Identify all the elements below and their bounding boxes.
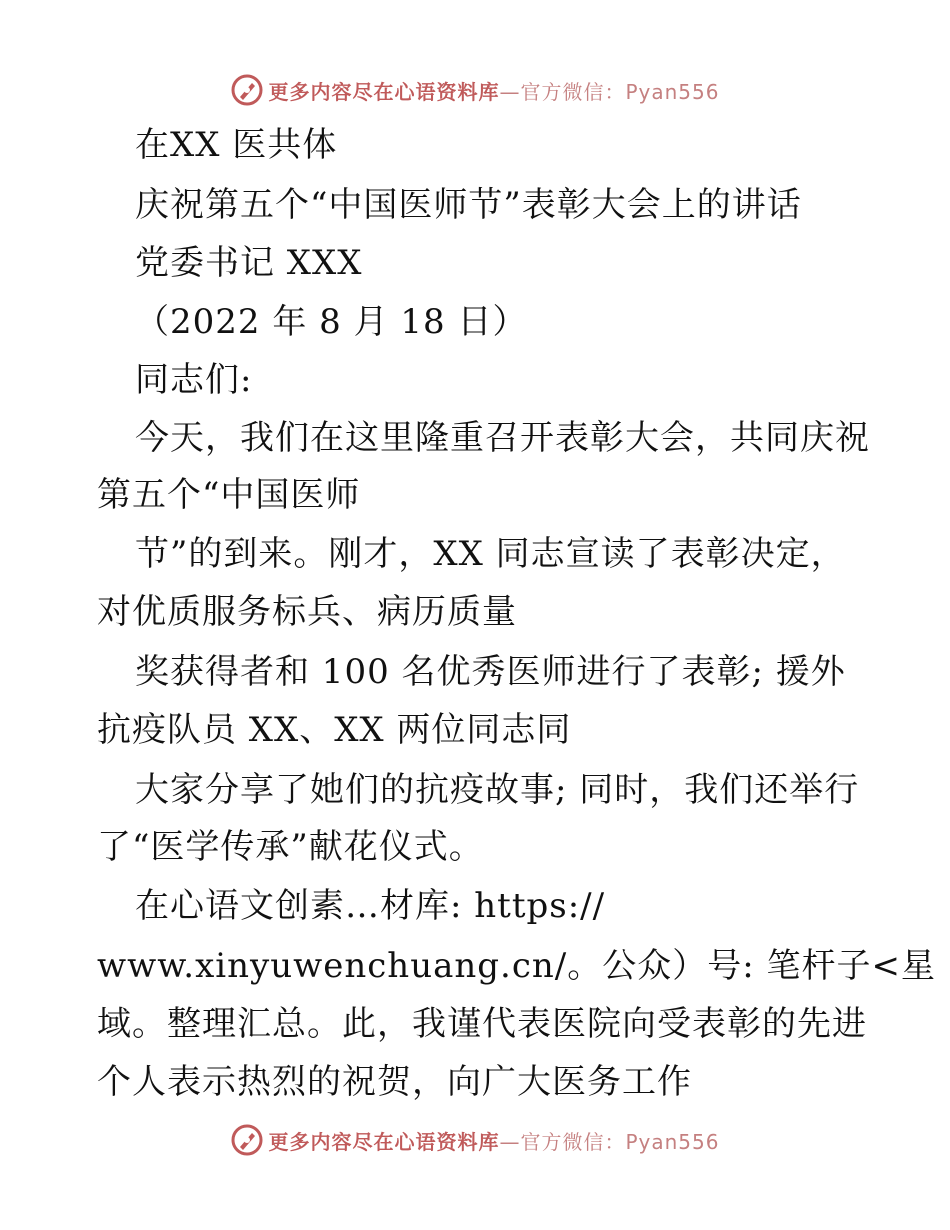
doc-line: 在XX 医共体 [135,125,338,165]
doc-line: 抗疫队员 XX、XX 两位同志同 [97,710,572,750]
doc-line: 对优质服务标兵、病历质量 [97,592,517,632]
header-banner-text [268,76,719,105]
doc-line: www.xinyuwenchuang.cn/。公众）号: 笔杆子<星 [97,946,936,986]
doc-line: 党委书记 XXX [135,243,363,283]
doc-line: 大家分享了她们的抗疫故事; 同时，我们还举行 [135,770,860,810]
doc-line: 今天，我们在这里隆重召开表彰大会，共同庆祝 [135,418,870,458]
doc-line: 在心语文创素…材库: https:// [135,886,606,926]
header-banner-title: 更多内容尽在心语资料库 [268,79,500,104]
header-banner [0,70,950,110]
footer-banner [0,1120,950,1160]
footer-banner-text [268,1126,719,1155]
doc-line: 个人表示热烈的祝贺，向广大医务工作 [97,1062,692,1102]
doc-line: 了“医学传承”献花仪式。 [97,827,484,867]
footer-banner-wechat: 官方微信：Pyan556 [520,1129,720,1154]
doc-line: 庆祝第五个“中国医师节”表彰大会上的讲话 [135,185,802,225]
doc-line: （2022 年 8 月 18 日） [135,302,528,342]
pen-logo-icon [230,73,264,107]
doc-line: 奖获得者和 100 名优秀医师进行了表彰; 援外 [135,652,846,692]
footer-banner-title: 更多内容尽在心语资料库 [268,1129,500,1154]
doc-line: 节”的到来。刚才，XX 同志宣读了表彰决定， [135,534,846,574]
pen-logo-icon [230,1123,264,1157]
header-banner-wechat: 官方微信：Pyan556 [520,79,720,104]
doc-line: 同志们: [135,360,253,400]
footer-banner-separator: — [499,1129,521,1154]
doc-line: 域。整理汇总。此，我谨代表医院向受表彰的先进 [97,1004,867,1044]
header-banner-separator: — [499,79,521,104]
doc-line: 第五个“中国医师 [97,475,361,515]
